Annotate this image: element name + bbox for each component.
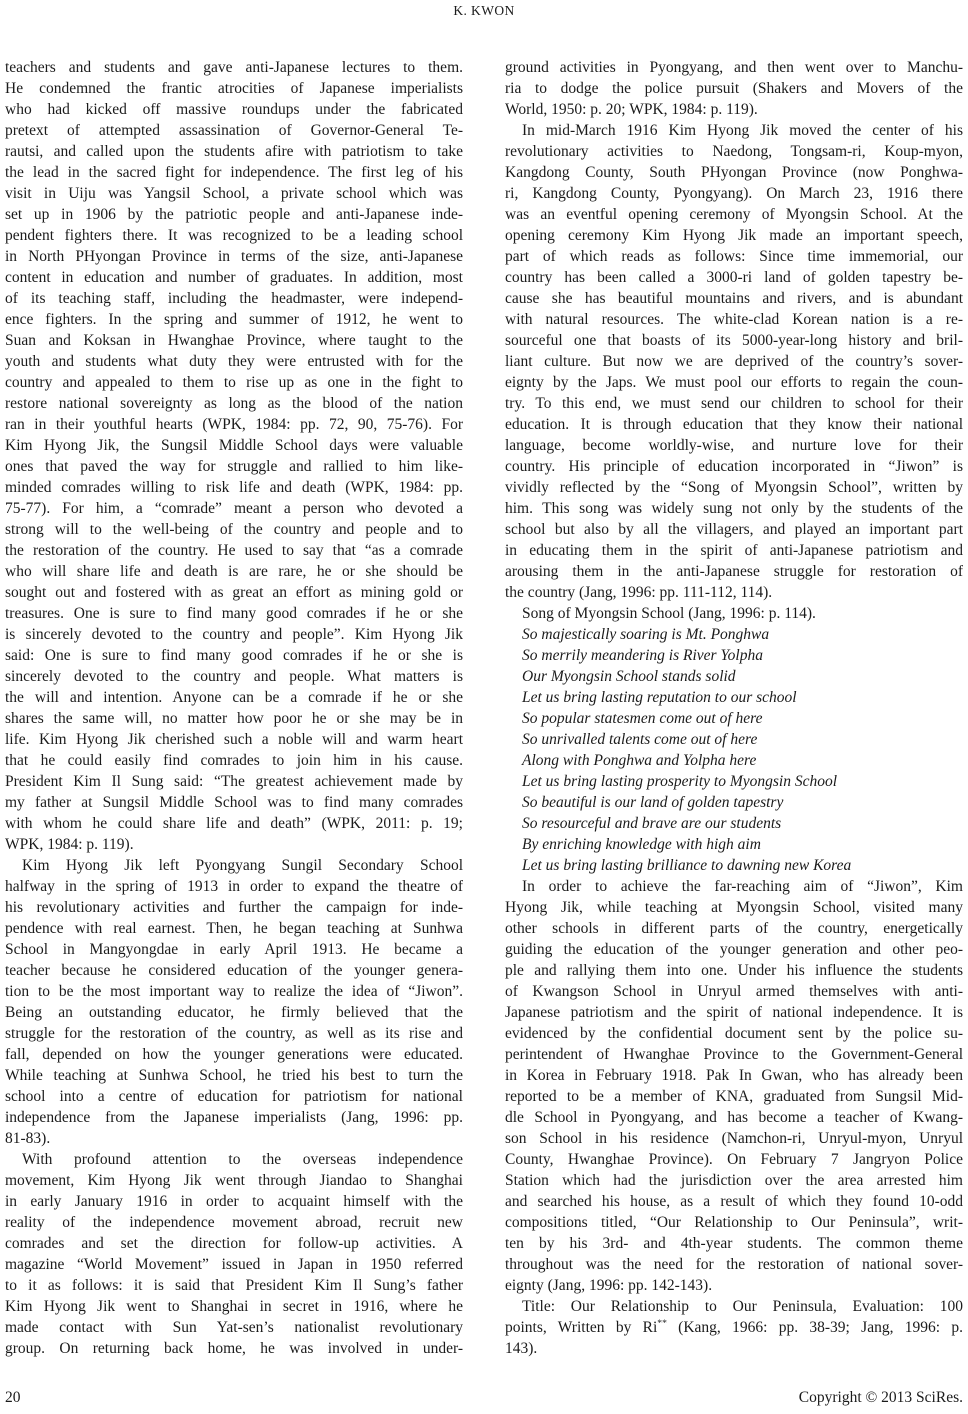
text-line: Japanese patriotism and the spirit of national independence. It is: [505, 1004, 963, 1021]
text-line: With profound attention to the overseas independence: [22, 1151, 463, 1168]
text-line: dle School in Pyongyang, and has become a teacher of Kwang-: [505, 1109, 963, 1126]
text-line: restore national sovereignty as long as the blood of the nation: [5, 395, 463, 412]
text-line: teachers and students and gave anti-Japanese lectures to them.: [5, 59, 463, 76]
page-number: 20: [5, 1389, 21, 1406]
text-line: Kim Hyong Jik, the Sungsil Middle School days were valuable: [5, 437, 463, 454]
text-line: content in education and number of graduates. In addition, most: [5, 269, 463, 286]
text-line: perintendent of Hwanghae Province to the Government-General: [505, 1046, 963, 1063]
text-line: opening ceremony Kim Hyong Jik made an important speech,: [505, 227, 963, 244]
left-column: [5, 57, 463, 1359]
text-line: visit in Uiju was Yangsil School, a private school which was: [5, 185, 463, 202]
text-line: country. His principle of education incorporated in “Jiwon” is: [505, 458, 963, 475]
text-line: who will share life and death is are rare, he or she should be: [5, 563, 463, 580]
text-line: Hyong Jik, while teaching at Myongsin School, visited many: [505, 899, 963, 916]
text-line: World, 1950: p. 20; WPK, 1984: p. 119).: [505, 101, 758, 118]
text-line: ria to dodge the police pursuit (Shakers and Movers of the: [505, 80, 963, 97]
text-line: in early January 1916 in order to acquaint himself with the: [5, 1193, 463, 1210]
copyright: Copyright © 2013 SciRes.: [798, 1389, 963, 1406]
text-line: language, become worldly-wise, and nurture love for their: [505, 437, 963, 454]
text-line: points, Written by Ri** (Kang, 1966: pp. 38-39; Jang, 1996: p.: [505, 1317, 963, 1336]
text-line: While teaching at Sunhwa School, he tried his best to turn the: [5, 1067, 463, 1084]
text-line: with natural resources. The white-clad Korean nation is a re-: [505, 311, 963, 328]
verse-line: So unrivalled talents come out of here: [522, 731, 758, 748]
text-line: set up in 1906 by the patriotic people and anti-Japanese inde-: [5, 206, 463, 223]
text-line: reported to be a member of KNA, graduated from Sungsil Mid-: [505, 1088, 963, 1105]
text-line: 81-83).: [5, 1130, 51, 1147]
text-line: cause she has beautiful mountains and rivers, and is abundant: [505, 290, 963, 307]
text-line: throughout was the need for the restoration of national sover-: [505, 1256, 963, 1273]
text-line: teacher because he considered education of the younger genera-: [5, 962, 463, 979]
text-line: evidenced by the confidential document sent by the police su-: [505, 1025, 963, 1042]
verse-line: Along with Ponghwa and Yolpha here: [522, 752, 757, 769]
text-line: with whom he could share life and death” (WPK, 2011: p. 19;: [5, 815, 463, 832]
text-line: my father at Sungsil Middle School was to find many comrades: [5, 794, 463, 811]
verse-line: So beautiful is our land of golden tapestry: [522, 794, 784, 811]
text-line: other schools in different parts of the country, energetically: [505, 920, 963, 937]
text-line: In order to achieve the far-reaching aim of “Jiwon”, Kim: [522, 878, 963, 895]
text-line: education. It is through education that they know their national: [505, 416, 963, 433]
text-line: ran in their youthful hearts (WPK, 1984: pp. 72, 90, 75-76). For: [5, 416, 463, 433]
text-line: sought out and fostered with as great an effort as mining gold or: [5, 584, 463, 601]
text-line: was an eventful opening ceremony of Myongsin School. At the: [505, 206, 963, 223]
text-line: pendence with real earnest. Then, he began teaching at Sunhwa: [5, 920, 463, 937]
text-line: school into a centre of education for patriotism for national: [5, 1088, 463, 1105]
text-line: group. On returning back home, he was involved in under-: [5, 1340, 463, 1357]
verse-line: Let us bring lasting brilliance to dawning new Korea: [522, 857, 852, 874]
text-line: County, Hwanghae Province). On February 7 Jangryon Police: [505, 1151, 963, 1168]
text-line: country and appealed to them to rise up as one in the fight to: [5, 374, 463, 391]
verse-line: By enriching knowledge with high aim: [522, 836, 761, 853]
text-line: fall, depended on how the younger generations were educated.: [5, 1046, 463, 1063]
running-head: K. KWON: [453, 3, 515, 18]
text-line: his revolutionary activities and further the campaign for inde-: [5, 899, 463, 916]
text-line: sincerely devoted to the country and people. What matters is: [5, 668, 463, 685]
text-line: strong will to the well-being of the country and people and to: [5, 521, 463, 538]
text-line: 75-77). For him, a “comrade” meant a person who devoted a: [5, 500, 463, 517]
text-line: In mid-March 1916 Kim Hyong Jik moved the center of his: [522, 122, 963, 139]
text-line: movement, Kim Hyong Jik went through Jiandao to Shanghai: [5, 1172, 463, 1189]
text-line: ence fighters. In the spring and summer of 1912, he went to: [5, 311, 463, 328]
text-line: ground activities in Pyongyang, and then went over to Manchu-: [505, 59, 963, 76]
text-line: is sincerely devoted to the country and people”. Kim Hyong Jik: [5, 626, 463, 643]
text-line: comrades and set the direction for follow-up activities. A: [5, 1235, 463, 1252]
text-line: who had kicked off massive roundups under the fabricated: [5, 101, 463, 118]
text-line: vividly reflected by the “Song of Myongsin School”, written by: [505, 479, 963, 496]
text-line: eignty (Jang, 1996: pp. 142-143).: [505, 1277, 713, 1294]
verse-line: Let us bring lasting reputation to our school: [522, 689, 797, 706]
text-line: sourceful one that boasts of its 5000-year-long history and bril-: [505, 332, 963, 349]
text-line: made contact with Sun Yat-sen’s nationalist revolutionary: [5, 1319, 463, 1336]
text-line: ones that paved the way for struggle and rallied to him like-: [5, 458, 463, 475]
text-line: ri, Kangdong County, Pyongyang). On March 23, 1916 there: [505, 185, 963, 202]
text-line: school but also by all the villagers, and played an important part: [505, 521, 963, 538]
text-line: Title: Our Relationship to Our Peninsula, Evaluation: 100: [522, 1298, 963, 1315]
text-line: guiding the education of the younger generation and other peo-: [505, 941, 963, 958]
text-line: try. To this end, we must send our children to school for their: [505, 395, 963, 412]
text-line: him. This song was widely sung not only by the students of the: [505, 500, 963, 517]
text-line: Kangdong County, South PHyongan Province (now Ponghwa-: [505, 164, 963, 181]
text-line: magazine “World Movement” issued in Japan in 1950 referred: [5, 1256, 463, 1273]
text-line: revolutionary activities to Naedong, Tongsam-ri, Koup-myon,: [505, 143, 963, 160]
text-line: compositions titled, “Our Relationship to Our Peninsula”, writ-: [505, 1214, 963, 1231]
text-line: country has been called a 3000-ri land of golden tapestry be-: [505, 269, 963, 286]
text-line: in educating them in the spirit of anti-Japanese patriotism and: [505, 542, 963, 559]
text-line: 143).: [505, 1340, 538, 1357]
text-line: struggle for the restoration of the country, as well as its rise and: [5, 1025, 463, 1042]
text-line: independence from the Japanese imperialists (Jang, 1996: pp.: [5, 1109, 463, 1126]
right-column: [505, 57, 963, 1359]
text-line: liant culture. But now we are deprived of the country’s sover-: [505, 353, 963, 370]
text-line: WPK, 1984: p. 119).: [5, 836, 134, 853]
text-line: ple and rallying them into one. Under his influence the students: [505, 962, 963, 979]
text-line: rautsi, and called upon the students afire with patriotism to take: [5, 143, 463, 160]
text-line: Suan and Koksan in Hwanghae Province, where taught to the: [5, 332, 463, 349]
text-line: the restoration of the country. He used to say that “as a comrade: [5, 542, 463, 559]
text-line: the will and intention. Anyone can be a comrade if he or she: [5, 689, 463, 706]
text-line: in Korea in February 1918. Pak In Gwan, who has already been: [505, 1067, 963, 1084]
text-line: arousing them in the anti-Japanese struggle for restoration of: [505, 563, 963, 580]
text-line: ten by his 3rd- and 4th-year students. The common theme: [505, 1235, 963, 1252]
text-line: the lead in the sacred fight for independence. The first leg of his: [5, 164, 463, 181]
text-line: and searched his house, as a result of which they found 10-odd: [505, 1193, 963, 1210]
text-line: youth and students what duty they were entrusted with for the: [5, 353, 463, 370]
text-line: reality of the independence movement abroad, recruit new: [5, 1214, 463, 1231]
text-line: in North PHyongan Province in terms of the size, anti-Japanese: [5, 248, 463, 265]
verse-line: Let us bring lasting prosperity to Myongsin School: [522, 773, 838, 790]
text-line: Being an outstanding educator, he firmly believed that the: [5, 1004, 463, 1021]
text-line: to it as follows: it is said that President Kim Il Sung’s father: [5, 1277, 463, 1294]
text-line: eignty by the Japs. We must pool our efforts to regain the coun-: [505, 374, 963, 391]
text-line: of its teaching staff, including the headmaster, were independ-: [5, 290, 463, 307]
verse-line: So popular statesmen come out of here: [522, 710, 763, 727]
text-line: minded comrades willing to risk life and death (WPK, 1984: pp.: [5, 479, 463, 496]
text-line: that he could easily find comrades to join him in his cause.: [5, 752, 463, 769]
verse-line: Our Myongsin School stands solid: [522, 668, 736, 685]
text-line: Kim Hyong Jik left Pyongyang Sungil Secondary School: [22, 857, 463, 874]
text-line: said: One is sure to find many good comrades if he or she is: [5, 647, 463, 664]
verse-line: So resourceful and brave are our students: [522, 815, 782, 832]
text-line: shares the same will, no matter how poor he or she may be in: [5, 710, 463, 727]
text-line: tion to be the most important way to realize the idea of “Jiwon”.: [5, 983, 463, 1000]
text-line: He condemned the frantic atrocities of Japanese imperialists: [5, 80, 463, 97]
text-line: part of which reads as follows: Since time immemorial, our: [505, 248, 963, 265]
text-line: Song of Myongsin School (Jang, 1996: p. 114).: [522, 605, 816, 622]
text-line: Kim Hyong Jik went to Shanghai in secret in 1916, where he: [5, 1298, 463, 1315]
verse-line: So majestically soaring is Mt. Ponghwa: [522, 626, 770, 643]
text-line: life. Kim Hyong Jik cherished such a noble will and warm heart: [5, 731, 463, 748]
text-line: of Kwangson School in Unryul armed themselves with anti-: [505, 983, 963, 1000]
text-line: pendent fighters there. It was recognized to be a leading school: [5, 227, 463, 244]
text-line: halfway in the spring of 1913 in order to expand the theatre of: [5, 878, 463, 895]
verse-line: So merrily meandering is River Yolpha: [522, 647, 763, 664]
text-line: treasures. One is sure to find many good comrades if he or she: [5, 605, 463, 622]
text-line: President Kim Il Sung said: “The greatest achievement made by: [5, 773, 463, 790]
text-line: son School in his residence (Namchon-ri, Unryul-myon, Unryul: [505, 1130, 963, 1147]
text-line: the country (Jang, 1996: pp. 111-112, 114).: [505, 584, 773, 601]
text-line: pretext of attempted assassination of Governor-General Te-: [5, 122, 463, 139]
text-line: School in Mangyongdae in early April 1913. He became a: [5, 941, 463, 958]
text-line: Station which had the jurisdiction over the area arrested him: [505, 1172, 963, 1189]
